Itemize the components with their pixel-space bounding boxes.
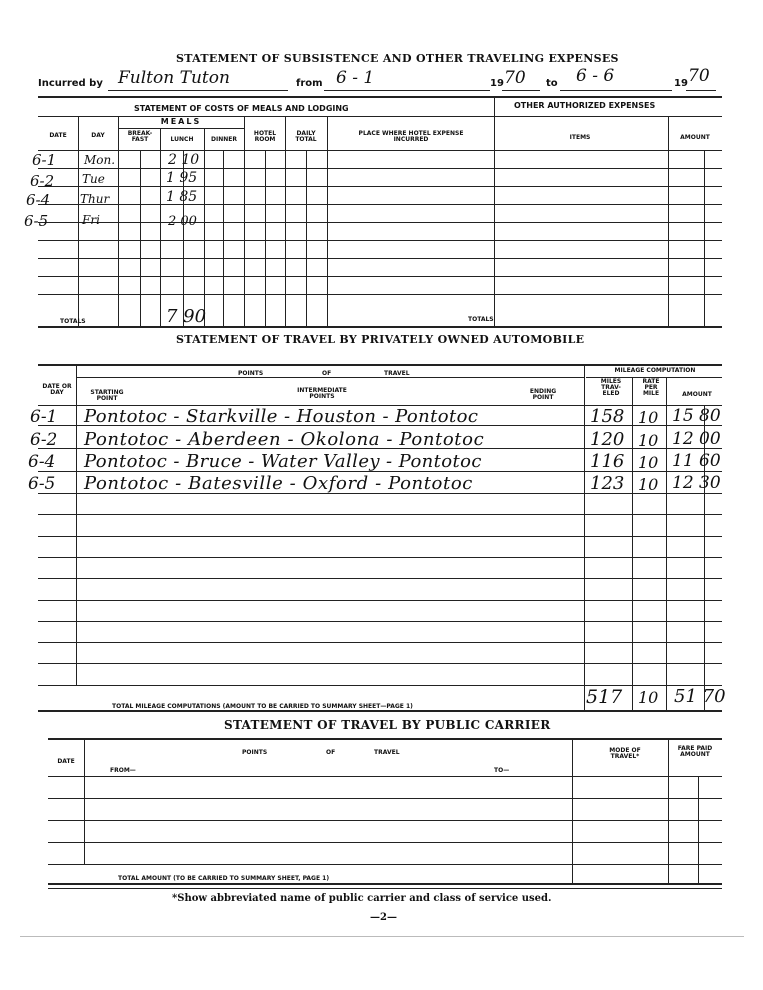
auto-row-route: Pontotoc - Batesville - Oxford - Pontotoc	[84, 473, 473, 494]
auto-row-rate: 10	[638, 453, 659, 472]
public-col-of: OF	[326, 749, 336, 756]
meal-row-date: 6-5	[24, 212, 49, 230]
col-day: DAY	[91, 132, 105, 139]
meal-row-date: 6-2	[30, 172, 55, 190]
public-col-from: FROM—	[110, 767, 136, 774]
from-label: from	[296, 78, 323, 89]
auto-row-route: Pontotoc - Bruce - Water Valley - Pontotoc	[84, 451, 482, 472]
auto-col-miles: MILES TRAV-ELED	[600, 378, 622, 397]
auto-row-route: Pontotoc - Aberdeen - Okolona - Pontotoc	[84, 429, 485, 450]
to-label: to	[546, 78, 558, 89]
to-date-value: 6 - 6	[576, 66, 615, 86]
col-meals: MEALS	[160, 117, 202, 126]
col-place: PLACE WHERE HOTEL EXPENSE INCURRED	[358, 130, 464, 143]
footer-note: *Show abbreviated name of public carrier and class of service used.	[172, 893, 552, 904]
meal-row-lunch: 2 00	[168, 214, 197, 229]
auto-row-date: 6-5	[28, 474, 56, 494]
auto-col-amount: AMOUNT	[682, 391, 712, 398]
other-totals-label: TOTALS	[468, 316, 494, 323]
public-col-mode: MODE OF TRAVEL*	[609, 747, 641, 760]
meal-row-day: Thur	[80, 192, 110, 206]
public-col-date: DATE	[57, 758, 75, 765]
meal-row-date: 6-4	[26, 191, 51, 209]
meal-row-date: 6-1	[32, 151, 57, 169]
auto-row-rate: 10	[638, 475, 659, 494]
auto-col-starting: STARTING POINT	[90, 389, 124, 402]
col-date: DATE	[49, 132, 67, 139]
meal-row-day: Mon.	[84, 153, 116, 167]
incurred-by-label: Incurred by	[38, 78, 103, 89]
auto-row-amount: 12 00	[672, 429, 721, 449]
meal-row-lunch: 1 85	[166, 189, 198, 205]
auto-row-amount: 15 80	[672, 406, 721, 426]
from-date-value: 6 - 1	[336, 68, 375, 88]
total-mileage-amount: 51 70	[674, 686, 726, 707]
auto-row-rate: 10	[638, 408, 659, 427]
auto-row-date: 6-4	[28, 452, 56, 472]
other-expenses-title: OTHER AUTHORIZED EXPENSES	[514, 101, 656, 110]
auto-row-miles: 158	[590, 406, 625, 427]
public-col-to: TO—	[494, 767, 510, 774]
auto-row-date: 6-1	[30, 407, 58, 427]
lunch-total: 7 90	[166, 306, 207, 327]
col-hotel-room: HOTEL ROOM	[253, 130, 277, 143]
col-dinner: DINNER	[211, 136, 237, 143]
page-number: —2—	[370, 912, 397, 923]
total-miles: 517	[586, 686, 623, 708]
to-year-prefix: 19	[674, 78, 688, 89]
public-col-travel: TRAVEL	[374, 749, 400, 756]
to-year-value: 70	[688, 66, 710, 86]
auto-row-amount: 12 30	[672, 473, 721, 493]
meals-section-title: STATEMENT OF COSTS OF MEALS AND LODGING	[134, 104, 349, 113]
col-breakfast: BREAK-FAST	[127, 130, 153, 143]
auto-col-points: POINTS	[238, 370, 264, 377]
col-daily-total: DAILY TOTAL	[295, 130, 317, 143]
auto-col-rate: RATE PER MILE	[642, 378, 660, 397]
form-title: STATEMENT OF SUBSISTENCE AND OTHER TRAVELING EXPENSES	[176, 52, 619, 65]
meal-row-lunch: 2 10	[168, 152, 200, 168]
from-year-prefix: 19	[490, 78, 504, 89]
meal-row-lunch: 1 95	[166, 170, 198, 186]
public-total-label: TOTAL AMOUNT (TO BE CARRIED TO SUMMARY SHEET, PAGE 1)	[118, 875, 330, 882]
auto-row-amount: 11 60	[672, 451, 721, 471]
col-items: ITEMS	[569, 134, 591, 141]
auto-section-title: STATEMENT OF TRAVEL BY PRIVATELY OWNED AUTOMOBILE	[176, 333, 585, 346]
meal-row-day: Fri	[82, 213, 100, 227]
public-col-points: POINTS	[242, 749, 268, 756]
public-section-title: STATEMENT OF TRAVEL BY PUBLIC CARRIER	[224, 718, 551, 732]
auto-col-ending: ENDING POINT	[529, 388, 557, 401]
incurred-by-value: Fulton Tuton	[118, 68, 230, 88]
total-rate: 10	[638, 688, 659, 707]
col-amount: AMOUNT	[680, 134, 710, 141]
auto-row-miles: 116	[590, 451, 625, 472]
meals-totals-label: TOTALS	[60, 318, 86, 325]
auto-col-of: OF	[322, 370, 332, 377]
auto-row-route: Pontotoc - Starkville - Houston - Pontotoc	[84, 406, 479, 427]
from-year-value: 70	[504, 68, 526, 88]
auto-row-rate: 10	[638, 431, 659, 450]
auto-row-miles: 120	[590, 429, 625, 450]
auto-row-date: 6-2	[30, 430, 58, 450]
col-lunch: LUNCH	[170, 136, 194, 143]
auto-row-miles: 123	[590, 473, 625, 494]
auto-col-date: DATE OR DAY	[42, 383, 72, 396]
meal-row-day: Tue	[82, 172, 105, 186]
auto-col-intermediate: INTERMEDIATE POINTS	[297, 387, 347, 400]
auto-col-mileage: MILEAGE COMPUTATION	[614, 367, 696, 374]
mileage-total-label: TOTAL MILEAGE COMPUTATIONS (AMOUNT TO BE CARRIED TO SUMMARY SHEET—PAGE 1)	[112, 703, 413, 710]
auto-col-travel: TRAVEL	[384, 370, 410, 377]
public-col-fare: FARE PAID AMOUNT	[677, 745, 713, 758]
